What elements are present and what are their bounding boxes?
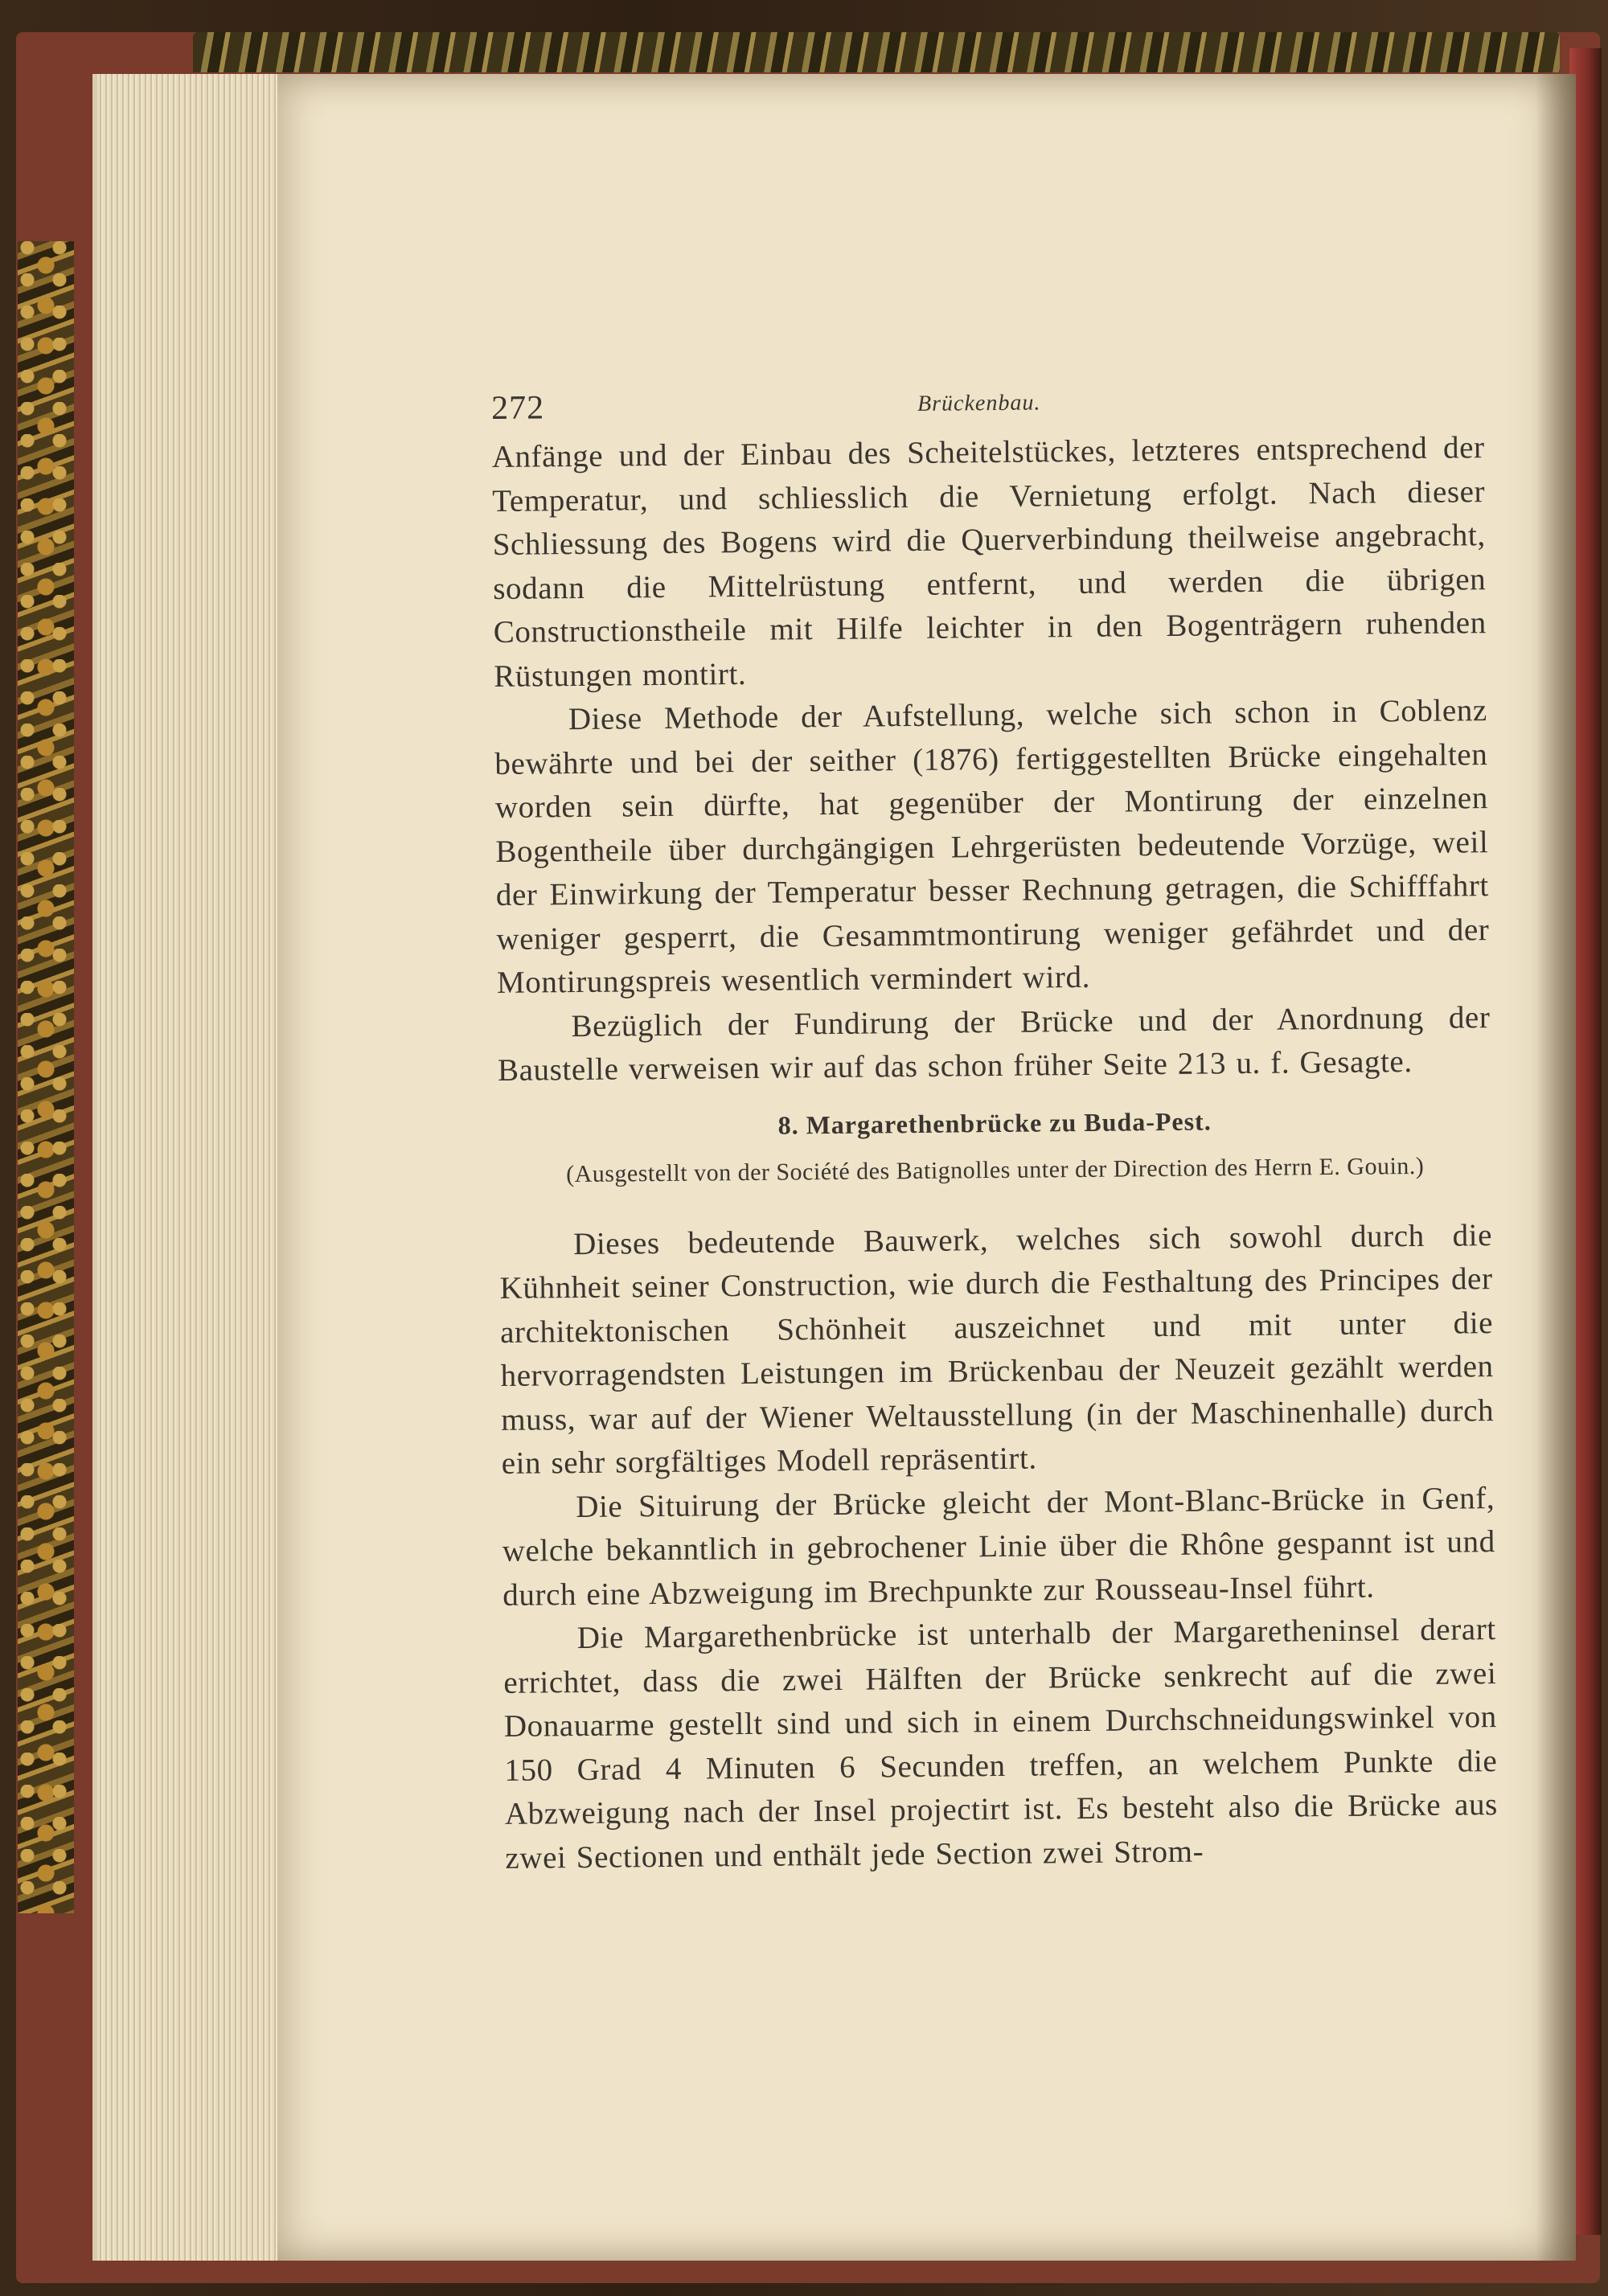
page-header — [490, 305, 1484, 427]
page-number: 272 — [490, 389, 545, 427]
section-note: (Ausgestellt von der Société des Batignolles unter der Direction des Herrn E. Gouin.) — [565, 1152, 1425, 1187]
text-block — [490, 305, 1499, 1880]
page-edges — [92, 74, 290, 2261]
section-heading: 8. Margarethenbrücke zu Buda-Pest. — [777, 1105, 1212, 1140]
paragraph: Bezüglich der Fundirung der Brücke und der Anordnung der Baustelle verweisen wir auf das schon früher Seite 213 u. f. Gesagte. — [497, 999, 1491, 1088]
paragraph: Die Situirung der Brücke gleicht der Mont-Blanc-Brücke in Genf, welche bekanntlich in gebrochener Linie über die Rhône gespannt ist und durch eine Abzweigung im Brechpunkte zur Rousseau-Insel führt. — [502, 1480, 1495, 1613]
marbled-endpaper — [18, 241, 74, 1913]
paragraph: Anfänge und der Einbau des Scheitelstückes, letzteres entsprechend der Temperatur, und schliesslich die Vernietung erfolgt. Nach dieser Schliessung des Bogens wird die Querverbindung theilweise angebracht, sodann die Mittelrüstung entfernt, und werden die übrigen Constructionstheile mit Hilfe leichter in den Bogenträgern ruhenden Rüstungen montirt. — [491, 430, 1487, 694]
book-binding-top — [193, 32, 1560, 72]
page-gutter-shadow — [1536, 74, 1576, 2261]
paragraph: Die Margarethenbrücke ist unterhalb der Margaretheninsel derart errichtet, dass die zwei Hälften der Brücke senkrecht auf die zwei Donauarme gestellt sind und sich in einem Durchschneidungswinkel von 150 Grad 4 Minuten 6 Secunden treffen, an welchem Punkte die Abzweigung nach der Insel projectirt ist. Es besteht also die Brücke aus zwei Sectionen und enthält jede Section zwei Strom- — [503, 1612, 1499, 1876]
page-body — [491, 426, 1498, 1880]
paragraph: Diese Methode der Aufstellung, welche sich schon in Coblenz bewährte und bei der seither (1876) fertiggestellten Brücke eingehalten worden sein dürfte, hat gegenüber der Montirung der einzelnen Bogentheile über durchgängigen Lehrgerüsten bedeutende Vorzüge, weil der Einwirkung der Temperatur besser Rechnung getragen, die Schifffahrt weniger gesperrt, die Gesammtmontirung weniger gefährdet und der Montirungspreis wesentlich vermindert wird. — [494, 693, 1490, 1000]
paragraph: Dieses bedeutende Bauwerk, welches sich sowohl durch die Kühnheit seiner Construction, wie durch die Festhaltung des Principes der architektonischen Schönheit auszeichnet und mit unter die hervorragendsten Leistungen im Brückenbau der Neuzeit gezählt werden muss, war auf der Wiener Weltausstellung (in der Maschinenhalle) durch ein sehr sorgfältiges Modell repräsentirt. — [499, 1217, 1495, 1481]
book-page — [277, 74, 1576, 2261]
running-head: Brückenbau. — [917, 390, 1041, 416]
